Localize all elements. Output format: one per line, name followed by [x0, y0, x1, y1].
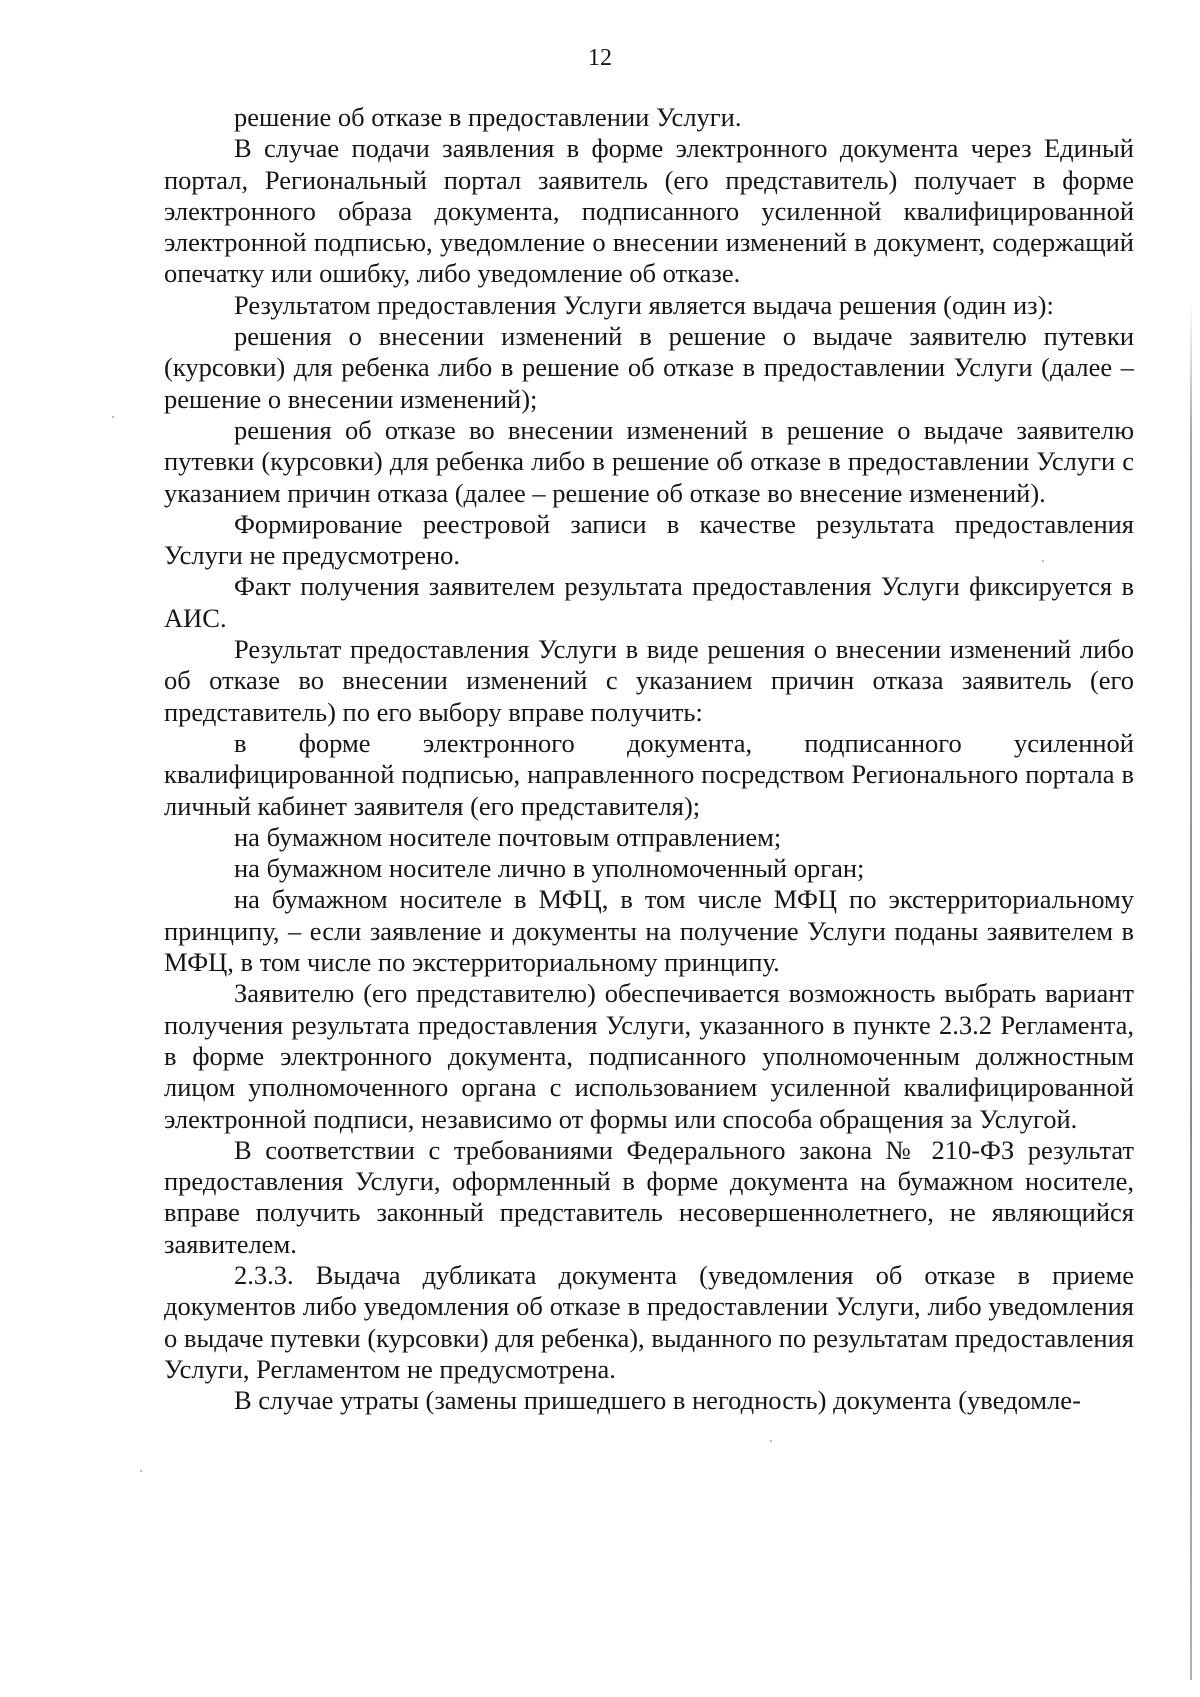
- paragraph-11: на бумажном носителе лично в уполномоченный орган;: [234, 853, 865, 884]
- paragraph-2: В случае подачи заявления в форме электронного документа через Единый портал, Региональный портал заявитель (его представитель) получает в форме электронного образа документа, подписанного усиленной квалифицированной электронной подписью, уведомление о внесении изменений в документ, содержащий опечатку или ошибку, либо уведомление об отказе.: [164, 133, 1134, 289]
- paragraph-14: В соответствии с требованиями Федерального закона № 210-ФЗ результат предоставления Услуги, оформленный в форме документа на бумажном носителе, вправе получить законный представитель несовершеннолетнего, не являющийся заявителем.: [164, 1134, 1134, 1259]
- paragraph-13: Заявителю (его представителю) обеспечивается возможность выбрать вариант получения результата предоставления Услуги, указанного в пункте 2.3.2 Регламента, в форме электронного документа, подписанного уполномоченным должностным лицом уполномоченного органа с использованием усиленной квалифицированной электронной подписи, независимо от формы или способа обращения за Услугой.: [164, 978, 1134, 1134]
- paragraph-8: Результат предоставления Услуги в виде решения о внесении изменений либо об отказе во внесении изменений с указанием причин отказа заявитель (его представитель) по его выбору вправе получить:: [164, 634, 1134, 727]
- paragraph-9: в форме электронного документа, подписанного усиленной квалифицированной подписью, направленного посредством Регионального портала в личный кабинет заявителя (его представителя);: [164, 727, 1134, 821]
- scan-speck: [770, 1440, 772, 1442]
- paragraph-5: решения об отказе во внесении изменений в решение о выдаче заявителю путевки (курсовки) для ребенка либо в решение об отказе в предоставлении Услуги с указанием причин отказа (далее – решение об отказе во внесение изменений).: [164, 414, 1134, 508]
- scan-edge-line: [1190, 300, 1192, 1680]
- paragraph-1: решение об отказе в предоставлении Услуги.: [234, 102, 742, 132]
- document-body: [164, 102, 1134, 1416]
- scan-speck: [140, 1470, 142, 1472]
- paragraph-7: Факт получения заявителем результата предоставления Услуги фиксируется в АИС.: [164, 571, 1134, 633]
- paragraph-4: решения о внесении изменений в решение о выдаче заявителю путевки (курсовки) для ребенка либо в решение об отказе в предоставлении Услуги (далее – решение о внесении изменений);: [164, 321, 1134, 414]
- paragraph-10: на бумажном носителе почтовым отправлением;: [234, 821, 782, 852]
- paragraph-15: 2.3.3. Выдача дубликата документа (уведомления об отказе в приеме документов либо уведомления об отказе в предоставлении Услуги, либо уведомления о выдаче путевки (курсовки) для ребенка), выданного по результатам предоставления Услуги, Регламентом не предусмотрена.: [164, 1259, 1134, 1384]
- scan-speck: [112, 416, 114, 418]
- paragraph-12: на бумажном носителе в МФЦ, в том числе МФЦ по экстерриториальному принципу, – если заявление и документы на получение Услуги поданы заявителем в МФЦ, в том числе по экстерриториальному принципу.: [164, 884, 1134, 978]
- scan-speck: [1042, 560, 1044, 562]
- paragraph-16: В случае утраты (замены пришедшего в негодность) документа (уведомле-: [234, 1385, 1081, 1416]
- page-number: 12: [588, 45, 612, 71]
- paragraph-6: Формирование реестровой записи в качестве результата предоставления Услуги не предусмотрено.: [164, 508, 1134, 571]
- paragraph-3: Результатом предоставления Услуги является выдача решения (один из):: [234, 289, 1054, 320]
